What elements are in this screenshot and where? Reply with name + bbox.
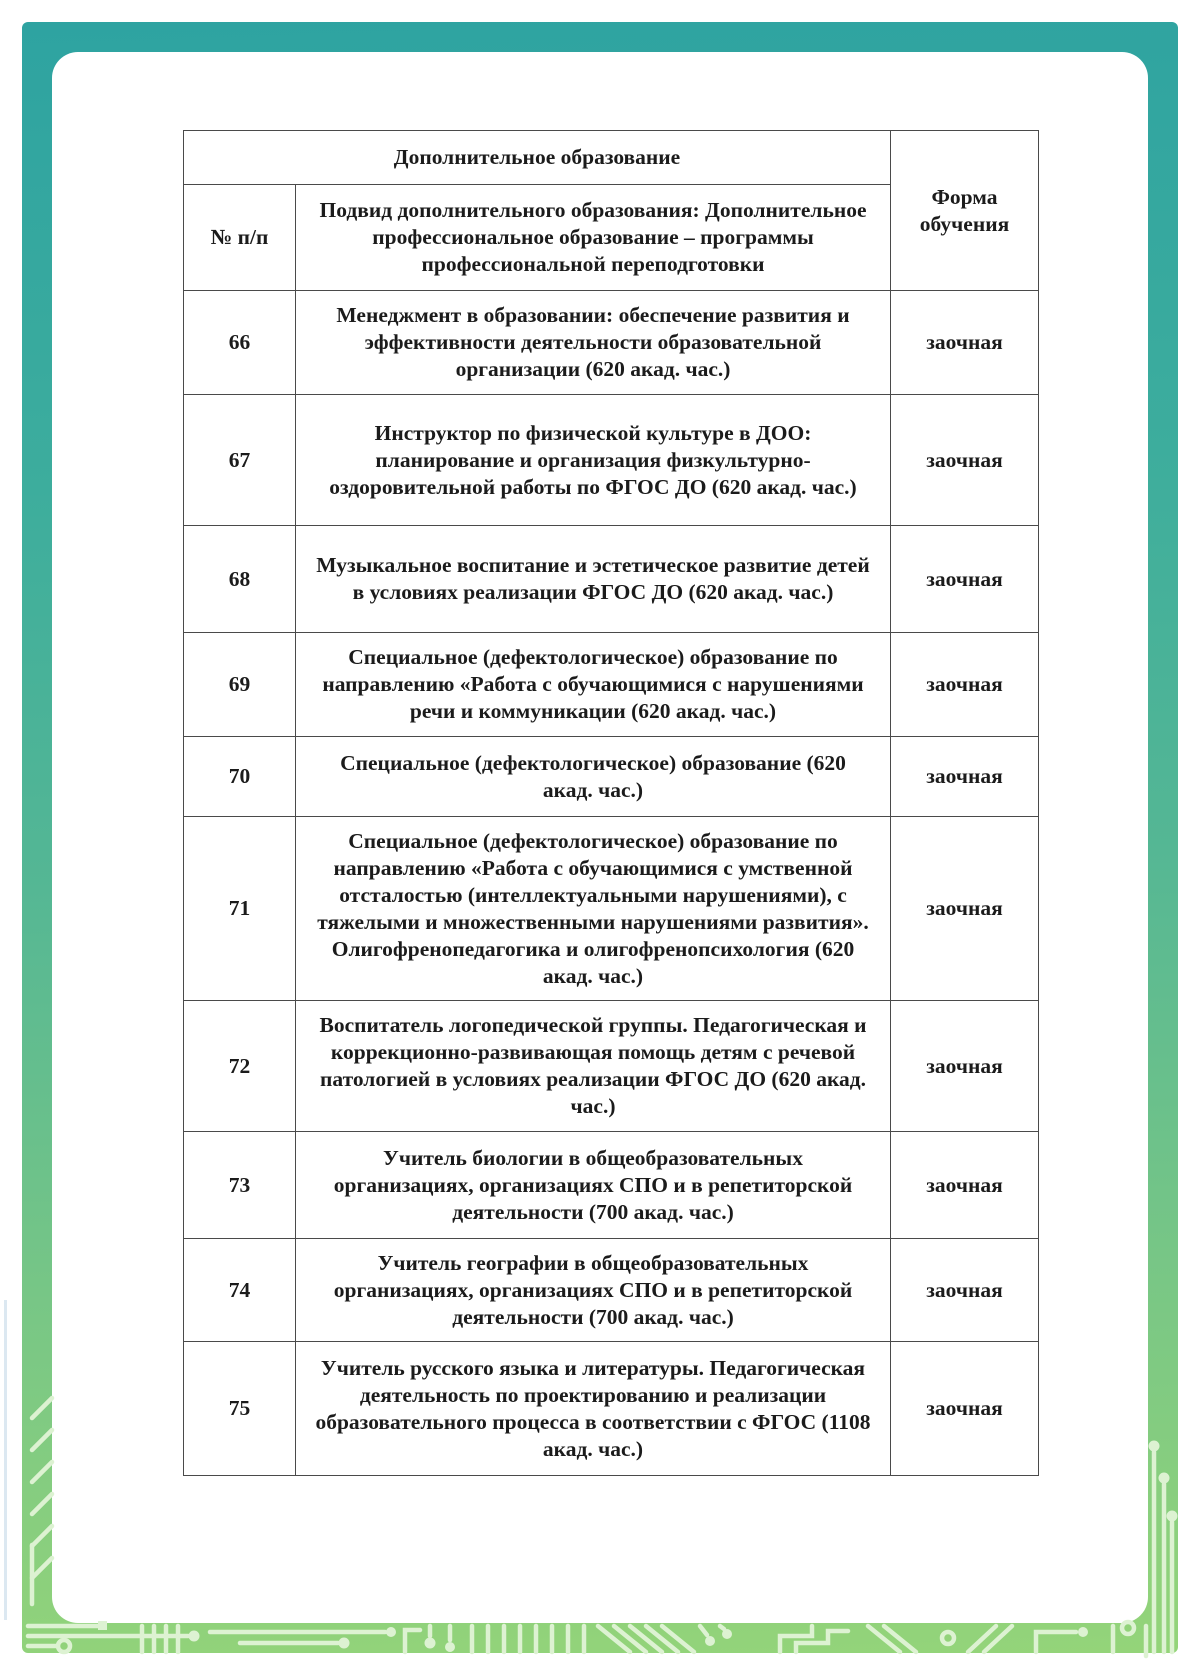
programs-table: [183, 130, 1039, 1476]
scan-edge-artifact: [4, 1300, 7, 1620]
program-name-cell: Учитель биологии в общеобразовательных организациях, организациях СПО и в репетиторской деятельности (700 акад. час.): [296, 1132, 891, 1239]
row-number-cell: 74: [184, 1239, 296, 1342]
program-name-cell: Учитель географии в общеобразовательных организациях, организациях СПО и в репетиторской деятельности (700 акад. час.): [296, 1239, 891, 1342]
table-row: [184, 633, 1039, 737]
table-row: [184, 526, 1039, 633]
table-row: [184, 395, 1039, 526]
study-form-cell: заочная: [891, 395, 1039, 526]
study-form-cell: заочная: [891, 1132, 1039, 1239]
study-form-cell: заочная: [891, 737, 1039, 817]
study-form-cell: заочная: [891, 817, 1039, 1001]
table-header: [184, 131, 1039, 291]
program-name-cell: Инструктор по физической культуре в ДОО: планирование и организация физкультурно-оздоровительной работы по ФГОС ДО (620 акад. час.): [296, 395, 891, 526]
number-header-cell: № п/п: [184, 185, 296, 291]
table-row: [184, 817, 1039, 1001]
row-number-cell: 73: [184, 1132, 296, 1239]
table-row: [184, 737, 1039, 817]
row-number-cell: 72: [184, 1001, 296, 1132]
row-number-cell: 70: [184, 737, 296, 817]
table-row: [184, 1001, 1039, 1132]
program-header-cell: Подвид дополнительного образования: Дополнительное профессиональное образование – программы профессиональной переподготовки: [296, 185, 891, 291]
program-name-cell: Учитель русского языка и литературы. Педагогическая деятельность по проектированию и реализации образовательного процесса в соответствии с ФГОС (1108 акад. час.): [296, 1342, 891, 1476]
table-row: [184, 1132, 1039, 1239]
row-number-cell: 66: [184, 291, 296, 395]
table-row: [184, 1239, 1039, 1342]
row-number-cell: 71: [184, 817, 296, 1001]
row-number-cell: 68: [184, 526, 296, 633]
row-number-cell: 75: [184, 1342, 296, 1476]
study-form-cell: заочная: [891, 1342, 1039, 1476]
table-row: [184, 1342, 1039, 1476]
row-number-cell: 67: [184, 395, 296, 526]
program-name-cell: Специальное (дефектологическое) образование по направлению «Работа с обучающимися с нарушениями речи и коммуникации (620 акад. час.): [296, 633, 891, 737]
study-form-cell: заочная: [891, 633, 1039, 737]
program-name-cell: Менеджмент в образовании: обеспечение развития и эффективности деятельности образовательной организации (620 акад. час.): [296, 291, 891, 395]
program-name-cell: Воспитатель логопедической группы. Педагогическая и коррекционно-развивающая помощь детям с речевой патологией в условиях реализации ФГОС ДО (620 акад. час.): [296, 1001, 891, 1132]
form-header-cell: Форма обучения: [891, 131, 1039, 291]
program-name-cell: Специальное (дефектологическое) образование (620 акад. час.): [296, 737, 891, 817]
table-body: [184, 291, 1039, 1476]
table-row: [184, 131, 1039, 185]
group-title-cell: Дополнительное образование: [184, 131, 891, 185]
program-name-cell: Музыкальное воспитание и эстетическое развитие детей в условиях реализации ФГОС ДО (620 акад. час.): [296, 526, 891, 633]
study-form-cell: заочная: [891, 526, 1039, 633]
table-row: [184, 291, 1039, 395]
study-form-cell: заочная: [891, 1001, 1039, 1132]
study-form-cell: заочная: [891, 291, 1039, 395]
row-number-cell: 69: [184, 633, 296, 737]
study-form-cell: заочная: [891, 1239, 1039, 1342]
program-name-cell: Специальное (дефектологическое) образование по направлению «Работа с обучающимися с умственной отсталостью (интеллектуальными нарушениями), с тяжелыми и множественными нарушениями развития». Олигофренопедагогика и олигофренопсихология (620 акад. час.): [296, 817, 891, 1001]
